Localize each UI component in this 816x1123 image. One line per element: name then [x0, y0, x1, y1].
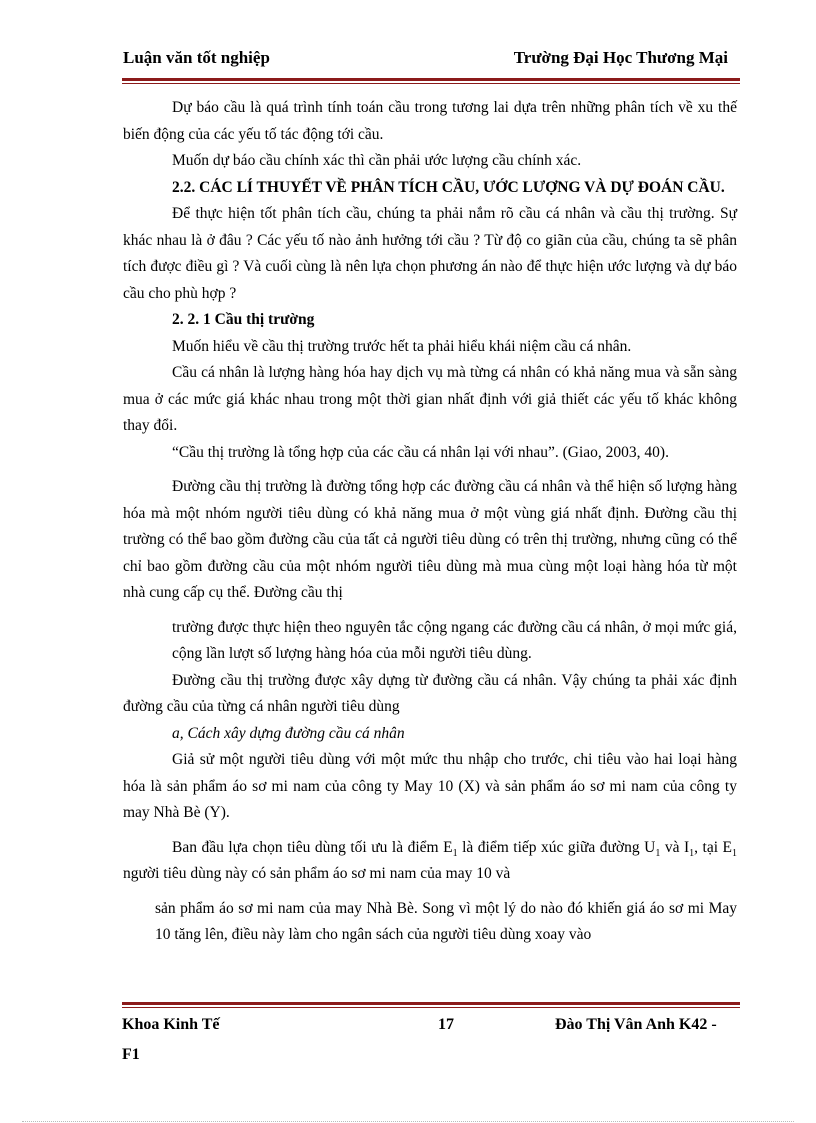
- paragraph: [123, 835, 737, 888]
- footer-author: Đào Thị Vân Anh K42 -: [555, 1016, 717, 1033]
- page-edge-line: [22, 1121, 794, 1122]
- paragraph: Giả sử một người tiêu dùng với một mức thu nhập cho trước, chi tiêu vào hai loại hàng hóa là sản phẩm áo sơ mi nam của công ty May 10 (X) và sản phẩm áo sơ mi nam của công ty may Nhà Bè (Y).: [123, 751, 737, 821]
- section-heading: 2.2. CÁC LÍ THUYẾT VỀ PHÂN TÍCH CẦU, ƯỚC LƯỢNG VÀ DỰ ĐOÁN CẦU.: [172, 178, 725, 196]
- subscript: 1: [732, 847, 737, 859]
- footer-faculty: Khoa Kinh Tế: [122, 1016, 220, 1033]
- footer-class: F1: [122, 1046, 140, 1063]
- text-run: người tiêu dùng này có sản phẩm áo sơ mi nam của may 10 và: [123, 865, 511, 882]
- paragraph: Cầu cá nhân là lượng hàng hóa hay dịch vụ mà từng cá nhân có khả năng mua và sẵn sàng mua ở các mức giá khác nhau trong một thời gian nhất định với giả thiết các yếu tố khác không thay đổi.: [123, 364, 737, 434]
- paragraph: sản phẩm áo sơ mi nam của may Nhà Bè. Song vì một lý do nào đó khiến giá áo sơ mi May 10 tăng lên, điều này làm cho ngân sách của người tiêu dùng xoay vào: [155, 899, 737, 943]
- page-number: 17: [438, 1016, 454, 1033]
- text-run: là điểm tiếp xúc giữa đường U: [457, 838, 656, 856]
- paragraph: Đường cầu thị trường được xây dựng từ đường cầu cá nhân. Vậy chúng ta phải xác định đường cầu của từng cá nhân người tiêu dùng: [123, 671, 737, 715]
- paragraph: Để thực hiện tốt phân tích cầu, chúng ta phải nắm rõ cầu cá nhân và cầu thị trường. Sự khác nhau là ở đâu ? Các yếu tố nào ảnh hưởng tới cầu ? Từ độ co giãn của cầu, chúng ta sẽ phân tích được điều gì ? Và cuối cùng là nên lựa chọn phương án nào để thực hiện ước lượng và dự báo cầu cho phù hợp ?: [123, 205, 737, 302]
- footer-rule: [122, 1002, 740, 1008]
- paragraph: “Cầu thị trường là tổng hợp của các cầu cá nhân lại với nhau”. (Giao, 2003, 40).: [172, 443, 669, 461]
- paragraph: Muốn dự báo cầu chính xác thì cần phải ước lượng cầu chính xác.: [172, 152, 582, 169]
- paragraph: Đường cầu thị trường là đường tổng hợp các đường cầu cá nhân và thể hiện số lượng hàng hóa mà một nhóm người tiêu dùng có khả năng mua ở một vùng giá nhất định. Đường cầu thị trường có thể bao gồm đường cầu của tất cả người tiêu dùng có trên thị trường, nhưng cũng có thể chỉ bao gồm đường cầu của một nhóm người tiêu dùng mà mua cùng một loại hàng hóa từ một nhà cung cấp cụ thể. Đường cầu thị: [123, 478, 737, 601]
- paragraph: Dự báo cầu là quá trình tính toán cầu trong tương lai dựa trên những phân tích về xu thế biến động của các yếu tố tác động tới cầu.: [123, 99, 737, 143]
- paragraph: Muốn hiểu về cầu thị trường trước hết ta phải hiểu khái niệm cầu cá nhân.: [172, 337, 632, 355]
- header-thesis-title: Luận văn tốt nghiệp: [123, 48, 270, 67]
- page-body: [123, 95, 737, 949]
- subscript: 1: [452, 847, 458, 859]
- header-rule: [122, 78, 740, 84]
- paragraph-line: trường được thực hiện theo nguyên tắc cộng ngang các đường cầu cá nhân, ở mọi mức giá, cộng lần lượt số lượng hàng hóa của mỗi người tiêu dùng.: [172, 618, 737, 662]
- subscript: 1: [689, 847, 695, 859]
- subsection-heading: 2. 2. 1 Cầu thị trường: [172, 311, 315, 328]
- italic-subheading: a, Cách xây dựng đường cầu cá nhân: [172, 724, 405, 742]
- text-run: , tại E: [694, 838, 732, 856]
- text-run: và I: [660, 838, 690, 856]
- subscript: 1: [655, 847, 661, 859]
- paragraph: [172, 615, 737, 668]
- header-university: Trường Đại Học Thương Mại: [513, 48, 728, 67]
- text-run: Ban đầu lựa chọn tiêu dùng tối ưu là điểm E: [172, 838, 453, 856]
